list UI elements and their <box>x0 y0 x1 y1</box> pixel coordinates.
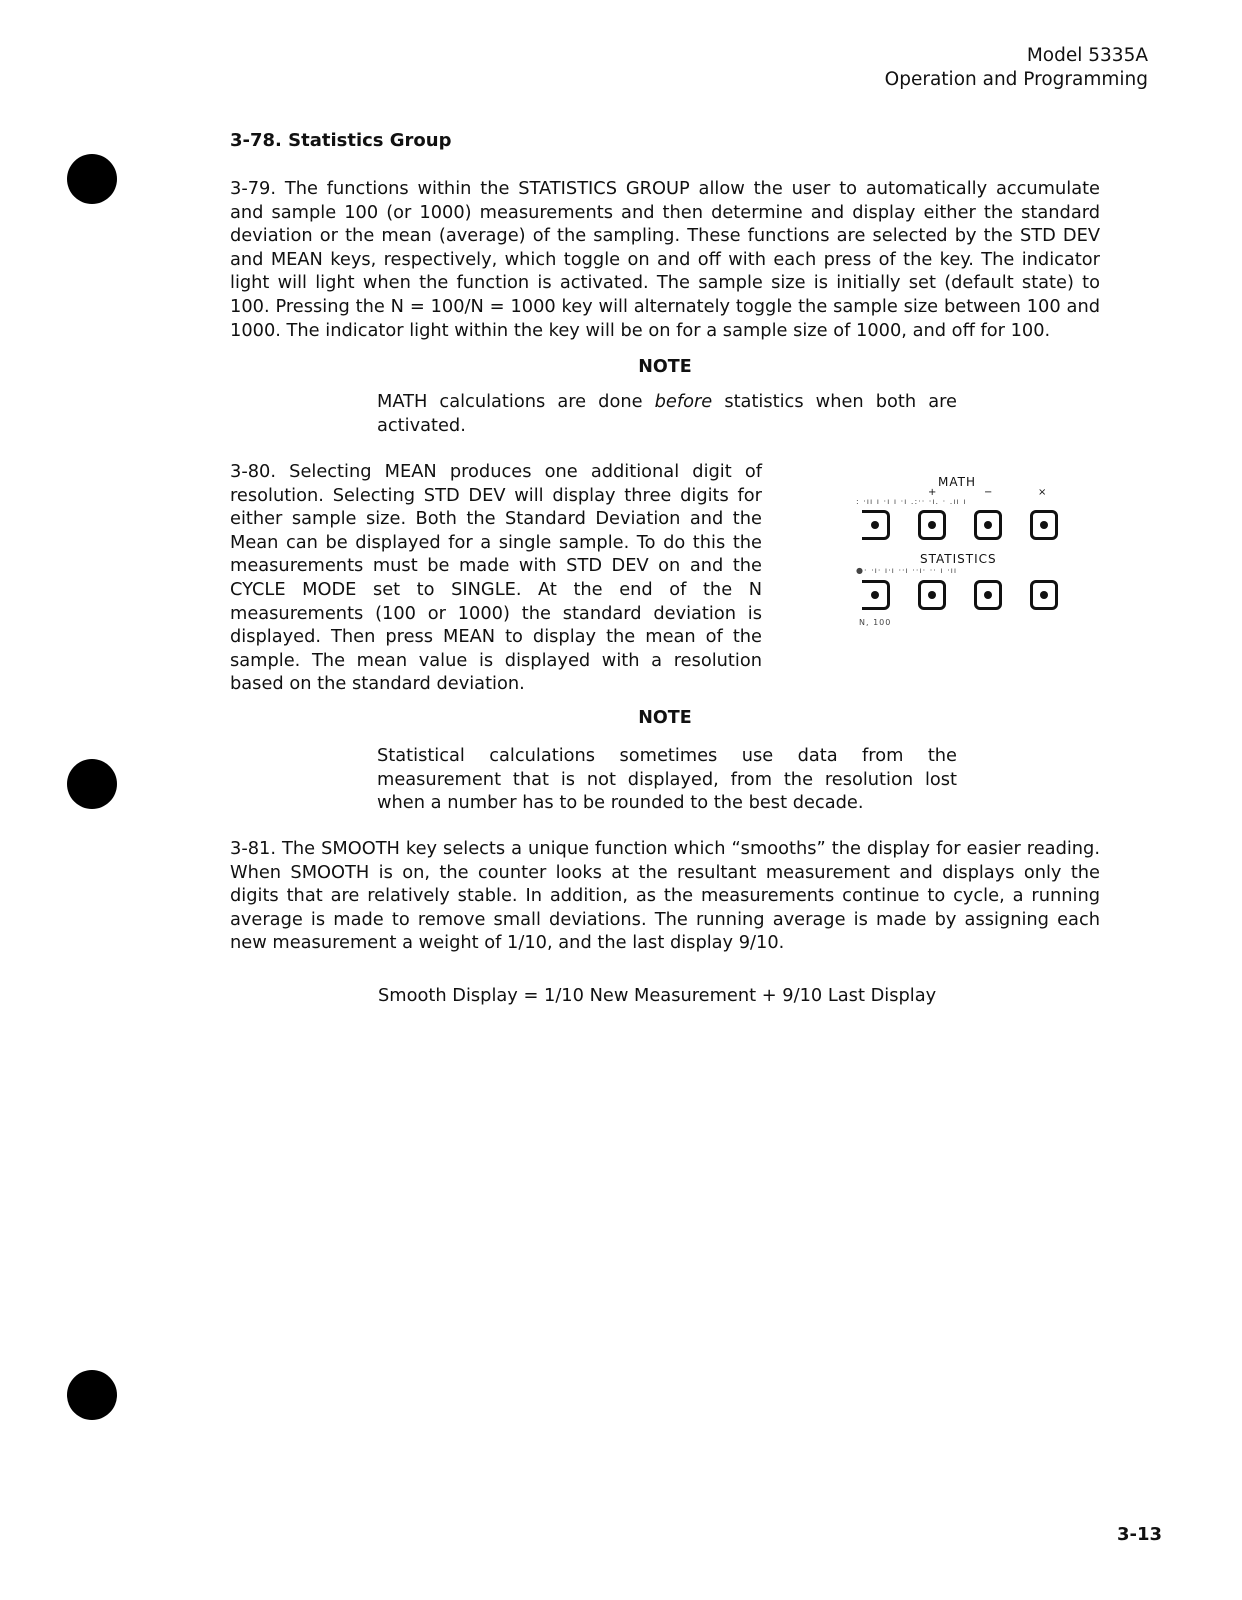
section-label: Operation and Programming <box>884 69 1148 90</box>
note-body-2: Statistical calculations sometimes use data from the measurement that is not displayed, from the resolution lost when a number has to be rounded to the best decade. <box>377 745 957 814</box>
minus-symbol: − <box>984 487 994 498</box>
smooth-equation: Smooth Display = 1/10 New Measurement + 9/10 Last Display <box>378 985 937 1006</box>
section-heading: 3-78. Statistics Group <box>230 130 452 151</box>
front-panel-figure <box>856 475 1092 640</box>
note1-text-before: MATH calculations are done <box>377 391 655 412</box>
note-heading-2: NOTE <box>638 708 692 728</box>
running-header <box>885 44 1148 92</box>
punch-hole-middle <box>67 759 117 809</box>
statistics-key-3 <box>974 580 1002 610</box>
punch-hole-top <box>67 154 117 204</box>
statistics-key-caption-marks: ●· ·ı· ı·ı ··ı ··ı· ·· ı ·ıı <box>856 566 958 575</box>
note-heading-1: NOTE <box>638 357 692 377</box>
punch-hole-bottom <box>67 1370 117 1420</box>
page-number: 3-13 <box>1116 1524 1162 1545</box>
model-label: Model 5335A <box>1026 45 1148 66</box>
paragraph-3-80: 3-80. Selecting MEAN produces one additional digit of resolution. Selecting STD DEV will display three digits for either sample size. Both the Standard Deviation and the Mean can be displayed for a single sample. To do this the measurements must be made with STD DEV on and the CYCLE MODE set to SINGLE. At the end of the N measurements (100 or 1000) the standard deviation is displayed. Then press MEAN to display the mean of the sample. The mean value is displayed with a resolution based on the standard deviation. <box>230 461 762 695</box>
math-group-label: MATH <box>938 475 976 489</box>
statistics-key-2 <box>918 580 946 610</box>
times-symbol: × <box>1038 487 1048 498</box>
paragraph-3-79: 3-79. The functions within the STATISTICS GROUP allow the user to automatically accumulate and sample 100 (or 1000) measurements and then determine and display either the standard deviation or the mean (average) of the sampling. These functions are selected by the STD DEV and MEAN keys, respectively, which toggle on and off with each press of the key. The indicator light will light when the function is activated. The sample size is initially set (default state) to 100. Pressing the N = 100/N = 1000 key will alternately toggle the sample size between 100 and 1000. The indicator light within the key will be on for a sample size of 1000, and off for 100. <box>230 178 1100 341</box>
statistics-key-4 <box>1030 580 1058 610</box>
statistics-key-1 <box>862 580 890 610</box>
math-key-subtract <box>974 510 1002 540</box>
statistics-group-label: STATISTICS <box>920 552 997 566</box>
plus-symbol: + <box>928 487 938 498</box>
note1-emphasis: before <box>654 391 713 412</box>
math-key-caption-marks: : ·ıı ı ·ı ı ·ı .:·· ·ı. · .ıı ı <box>856 497 967 506</box>
paragraph-3-81: 3-81. The SMOOTH key selects a unique function which “smooths” the display for easier reading. When SMOOTH is on, the counter looks at the resultant measurement and displays only the digits that are relatively stable. In addition, as the measurements continue to cycle, a running average is made to remove small deviations. The running average is made by assigning each new measurement a weight of 1/10, and the last display 9/10. <box>230 838 1100 954</box>
sample-size-caption: N, 100 <box>859 618 892 627</box>
note1-text-after: statistics when both are activated. <box>377 391 957 436</box>
math-key-add <box>918 510 946 540</box>
note-body-1 <box>377 390 957 437</box>
math-key-multiply <box>1030 510 1058 540</box>
math-key-1 <box>862 510 890 540</box>
